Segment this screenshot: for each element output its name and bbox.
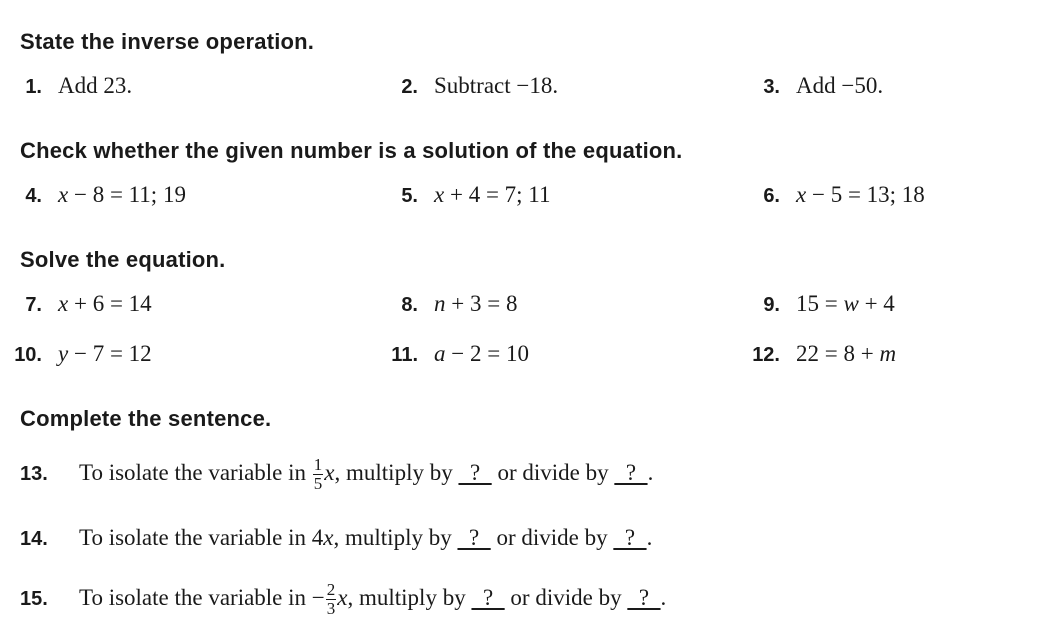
answer-blank: ? — [471, 584, 505, 610]
sentence-end: . — [660, 584, 667, 610]
exercise-12 — [738, 341, 896, 367]
sentence-mid2: or divide by — [491, 459, 615, 485]
exercise-15 — [20, 581, 666, 618]
answer-blank: ? — [614, 459, 648, 485]
variable: x — [337, 584, 348, 610]
variable: w — [843, 291, 859, 316]
equation-rest: − 2 = 10 — [445, 341, 529, 366]
exercise-6 — [738, 182, 925, 208]
variable: x — [324, 459, 335, 485]
exercise-text: Add −50. — [796, 73, 884, 98]
exercise-8 — [376, 291, 517, 317]
sign: − — [311, 584, 325, 610]
equation-pre: 22 = 8 + — [796, 341, 880, 366]
sentence-mid2: or divide by — [490, 525, 614, 550]
exercise-3 — [738, 73, 883, 99]
equation-rest: + 3 = 8 — [445, 291, 518, 316]
sentence-end: . — [646, 525, 653, 550]
answer-blank: ? — [613, 525, 647, 550]
equation-rest: − 8 = 11; 19 — [68, 182, 186, 207]
exercise-text: Add 23. — [58, 73, 133, 98]
variable: a — [434, 341, 446, 366]
exercise-number: 8. — [401, 294, 418, 316]
exercise-text: Subtract −18. — [434, 73, 559, 98]
equation-rest: − 5 = 13; 18 — [806, 182, 925, 207]
variable: x — [323, 525, 334, 550]
sentence-end: . — [647, 459, 654, 485]
fraction — [313, 456, 324, 493]
sentence-lead: To isolate the variable in — [79, 584, 312, 610]
sentence-mid: , multiply by — [333, 525, 458, 550]
answer-blank: ? — [458, 459, 492, 485]
exercise-9 — [738, 291, 895, 317]
equation-pre: 15 = — [796, 291, 844, 316]
exercise-7 — [0, 291, 152, 317]
exercise-number: 1. — [25, 76, 42, 98]
fraction-numerator: 2 — [326, 580, 336, 599]
variable: x — [58, 182, 69, 207]
sentence-mid: , multiply by — [347, 584, 472, 610]
variable: x — [796, 182, 807, 207]
exercise-4 — [0, 182, 186, 208]
exercise-number: 13. — [20, 462, 48, 485]
answer-blank: ? — [627, 584, 661, 610]
exercise-13 — [20, 456, 653, 493]
exercise-number: 6. — [763, 185, 780, 207]
exercise-number: 11. — [391, 344, 418, 366]
sentence-lead: To isolate the variable in 4 — [79, 525, 324, 550]
equation-rest: + 4 — [858, 291, 895, 316]
exercise-number: 9. — [763, 294, 780, 316]
exercise-1 — [0, 73, 132, 99]
equation-rest: + 4 = 7; 11 — [444, 182, 551, 207]
sentence-mid2: or divide by — [504, 584, 628, 610]
exercise-number: 4. — [25, 185, 42, 207]
exercise-number: 2. — [401, 76, 418, 98]
exercise-11 — [376, 341, 529, 367]
answer-blank: ? — [457, 525, 491, 550]
section-heading-inverse: State the inverse operation. — [20, 29, 315, 54]
variable: n — [434, 291, 446, 316]
variable: y — [58, 341, 69, 366]
sentence-mid: , multiply by — [334, 459, 459, 485]
fraction — [326, 581, 337, 618]
variable: m — [879, 341, 897, 366]
equation-rest: + 6 = 14 — [68, 291, 152, 316]
variable: x — [434, 182, 445, 207]
section-heading-solve: Solve the equation. — [20, 247, 226, 272]
exercise-number: 14. — [20, 528, 48, 550]
variable: x — [58, 291, 69, 316]
exercise-number: 15. — [20, 587, 48, 610]
fraction-numerator: 1 — [313, 455, 323, 474]
exercise-5 — [376, 182, 550, 208]
section-heading-check: Check whether the given number is a solution of the equation. — [20, 138, 683, 163]
sentence-lead: To isolate the variable in — [79, 459, 312, 485]
exercise-number: 3. — [763, 76, 780, 98]
exercise-number: 10. — [14, 344, 42, 366]
fraction-denominator: 5 — [313, 474, 323, 493]
exercise-number: 5. — [401, 185, 418, 207]
equation-rest: − 7 = 12 — [68, 341, 152, 366]
section-heading-complete: Complete the sentence. — [20, 406, 272, 431]
exercise-14 — [20, 525, 652, 551]
exercise-number: 12. — [752, 344, 780, 366]
fraction-denominator: 3 — [326, 599, 336, 618]
exercise-2 — [376, 73, 558, 99]
exercise-10 — [0, 341, 152, 367]
exercise-number: 7. — [25, 294, 42, 316]
